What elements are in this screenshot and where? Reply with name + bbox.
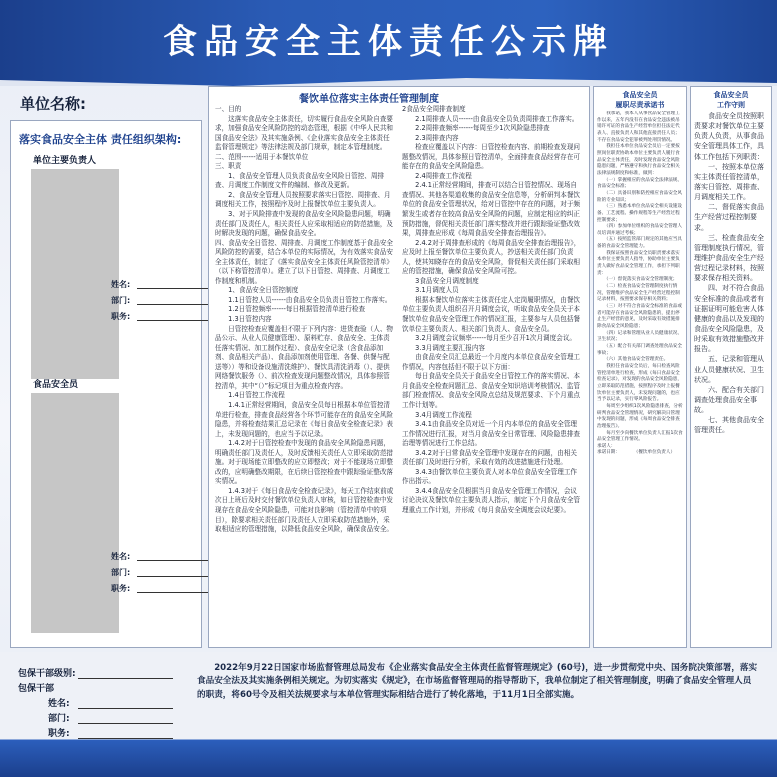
primary-name-field	[111, 279, 130, 290]
primary-dept-field	[111, 295, 130, 306]
org-structure-panel	[10, 120, 202, 648]
staff-duty-label: 职务:	[111, 584, 131, 593]
package-cadre-block	[18, 668, 76, 743]
package-cadre-label: 包保干部	[18, 684, 55, 694]
cadre-name-label: 姓名:	[48, 699, 70, 709]
staff-dept-field	[111, 567, 130, 578]
commitment-panel	[593, 86, 687, 648]
staff-dept-label: 部门:	[111, 568, 131, 577]
package-cadre-row	[18, 683, 76, 698]
safety-staff-photo	[31, 393, 119, 633]
package-level-row	[18, 668, 76, 683]
primary-duty-label: 职务:	[111, 312, 131, 321]
cadre-duty-row	[18, 728, 76, 743]
work-rules-text: 食品安全员按照职责要求对餐饮单位主要负责人负责，从事食品安全管理具体工作，具体工作包括下列职责： 一、按照本单位落实主体责任管控清单，落实日管控、周排查、月调度相关工作。 二、督促落实食品生产经营过程控制要求。 三、检查食品安全管理制度执行情况，管理维护食品安全生产经营过程记录材料，按照要求保存相关资料。 四、对不符合食品安全标准的食品或者有证据证明可能危害人体健康的食品以及发现的食品安全风险隐患，及时采取有效措施整改并报告。 五、记录和管理从业人员健康状况、卫生状况。 六、配合有关部门调查处理食品安全事故。 七、其他食品安全管理责任。	[694, 112, 764, 435]
primary-person-photo	[31, 169, 119, 379]
package-level-label: 包保干部级别:	[18, 669, 76, 679]
primary-person-title: 单位主要负责人	[33, 156, 97, 166]
staff-name-field	[111, 551, 130, 562]
primary-duty-field	[111, 311, 130, 322]
safety-staff-title: 食品安全员	[33, 380, 79, 390]
cadre-dept-row	[18, 713, 76, 728]
board-title: 食品安全主体责任公示牌	[163, 22, 614, 62]
org-structure-title: 落实食品安全主体 责任组织架构:	[19, 133, 182, 146]
regulation-title: 餐饮单位落实主体责任管理制度	[299, 94, 439, 105]
primary-name-label: 姓名:	[111, 280, 131, 289]
regulation-column-1: 一、目的 这落实食品安全主体责任，切实履行食品安全风险自查要求，加强食品安全风险防控的动态管理，根据《中华人民共和国食品安全法》及其实施条例、《企业落实食品安全主体责任监督管理规定》等法律法规及部门规章，制定本管理制度。 二、范围------适用于本餐饮单位 三、职责 1、食品安全管理人员负责食品安全风险日管控、周排查、月调度工作制度文件的编制、修改及更新。 2、食品安全管理人员按照要求落实日管控、周排查、月调度相关工作，按照程序及时上报餐饮单位主要负责人。 3、对于风险排查中发现的食品安全风险隐患问题，明确责任部门及责任人，相关责任人应采取相适应的防范措施，及时解决发现的问题，确保食品安全。 四、食品安全日管控、周排查、月调度工作制度基于食品安全风险防控的需要，结合本单位的实际情况，为有效落实食品安全主体责任，制定了《落实食品安全主体责任风险管控清单》（以下称管控清单）。建立了以下日管控、周排查、月调度工作制度和机制。 1、食品安全日管控制度 1.1日管控人员------由食品安全员负责日管控工作落实。 1.2日管控频率------每日根据管控清单进行检查 1.3日管控内容 日管控检查应覆盖但不限于下列内容：进货查验（人、物品公示、从业人员健康管理）、原料贮存、食品安全、主体责任落实情况、加工制作过程）、食品安全记录（含食品添加剂、食品相关产品）、食品添加剂使用管理、各餐、供餐与配送等））等和设备设施清洗维护）、餐饮具清洗消毒（）、提供网络餐饮服务（）、前次检查发现问题整改情况，具体参照管控清单，其中“（）”标记项目为重点检查内容。 1.4日管控工作流程 1.4.1正常经营期间，食品安全员每日根据本单位管控清单进行检查，排查食品经营各个环节可能存在的食品安全风险隐患，并将检查结果汇总记录在《每日食品安全检查记录》表上，未发现问题的，也应当予以记录。 1.4.2对于日管控检查中发现的食品安全风险隐患问题，明确责任部门及责任人，及时反馈相关责任人立即采取防范措施。对于现场能立即整改的应立即整改；对于不能现场立即整改的，应明确整改期限，在后续日管控检查中跟踪验证整改落实情况。 1.4.3对于《每日食品安全检查记录》，每天工作结束前或次日上班后及时交付餐饮单位负责人审核，如日管控检查中发现存在食品安全风险隐患，可能对良影响（管控清单中的项目），除要求相关责任部门及责任人立即采取防范措施外，采取相适应的管理措施，以降低食品安全风险，确保食品安全。	[215, 105, 394, 534]
work-rules-panel	[690, 86, 772, 648]
cadre-name-row	[18, 698, 76, 713]
commitment-text: 我承诺，我本人从事食品安全管理工作以来，五年内没有在食品安全违法被吊销许可证的食品生产经营单位担任法定代表人、直接负责人和其他直接责任人员；不存在食品安全犯罪被判处刑罚情况。 我担任本单位食品安全员后一定要按照岗位职责协助本单位主要负责人履行食品安全主体责任，及时发现食品安全风险隐患问题，严格遵守和执行食品安全相关法律法规制度和标准，做到： （一）掌握相应的食品安全法律法规、食品安全标准； （二）具备识别和防控相应食品安全风险的专业知识； （三）熟悉本单位食品安全相关设施设备、工艺流程、操作规程等生产经营过程控制要求； （四）参加单位组织的食品安全管理人员培训并通过考核； （五）按照监管部门规定的其他应当具备的食品安全管理能力。 我保证按照食品安全员职责要求落实本单位主要负责人指导，协助单位主要负责人做好食品安全管理工作，承担下列职责： （一）督促落实食品安全管理制度； （二）检查食品安全管理制度执行情况，管理维护食品安全生产经营过程控制记录材料，按照要求保存相关资料； （三）对不符合食品安全标准的食品或者可能存在食品安全风险隐患的，提出停止生产经营的意见，及时采取有效措施排除食品安全风险隐患； （四）记录和管理从业人员健康状况、卫生状况； （五）配合有关部门调查处理食品安全事故； （六）其他食品安全管理责任。 我担任食品安全员后，每日检查风险管控清单进行检查，形成《每日食品安全检查记录》，对发现的食品安全风险隐患，立即采取防范措施，按照程序及时上报餐饮单位主要负责人，未发现问题的，也应当予以记录，实行零风险报告。 每周至少组织1次风险隐患排查，分析研判食品安全管理情况，研究解决日管理中发现的问题，形成《每周食品安全排查治理报告》。 每月至少向餐饮单位负责人汇报1次食品安全管理工作情况。 承诺人： 承诺日期： （餐饮单位负责人）	[597, 111, 683, 456]
work-rules-title: 食品安全员 工作守则	[713, 91, 749, 109]
staff-name-label: 姓名:	[111, 552, 131, 561]
regulation-column-2: 2食品安全周排查制度 2.1周排查人员------由食品安全员负责周排查工作落实。 2.2周排查频率------每周至少1次风险隐患排查 2.3周排查内容 检查应覆盖以下内容：日管控检查内容、前期检查发现问题整改情况，具体参照日管控清单，全面排查食品经营存在可能存在的食品安全风险隐患。 2.4周排查工作流程 2.4.1正常经营期间，排查可以结合日管控情况、现场自查情况、其他各渠道收集的食品安全信息等，分析研判本餐饮单位的食品安全管理状况，给对日管控中存在的问题，对于频繁发生或者存在较高食品安全风险的问题，应制定相应的纠正预防措施，督促相关责任部门落实整改并进行跟踪验证整改效果，周排查应形成《每周食品安全排查治理报告》。 2.4.2对于周排查形成的《每周食品安全排查治理报告》，应及时上报至餐饮单位主要负责人，抄送相关责任部门负责人，使其知晓存在的食品安全风险，督促相关责任部门采取相应的管控措施，确保食品安全风险可控。 3食品安全月调度制度 3.1月调度人员 根据本餐饮单位落实主体责任定人定岗履职情况，由餐饮单位主要负责人组织召开月调度会议，听取食品安全员关于本餐饮单位食品安全管理工作的情况汇报，主要参与人员包括餐饮单位主要负责人、相关部门负责人、食品安全员。 3.2月调度会议频率------每月至少召开1次月调度会议。 3.3月调度主要汇报内容 由食品安全员汇总最近一个月度内本单位食品安全管理工作情况，内容包括但不限于以下方面： 每日食品安全员关于食品安全日管控工作的落实情况、本月食品安全检查问题汇总、食品安全知识培训考核情况、监管部门检查情况、食品安全风险点总结及规范要求、下个月重点工作计划等。 3.4月调度工作流程 3.4.1由食品安全员对近一个月内本单位的食品安全管理工作情况进行汇报，对当月食品安全日常管理、风险隐患排查治理等情况进行工作总结。 3.4.2对于日常食品安全管理中发现存在的问题，由相关责任部门及时进行分析，采取有效的改进措施进行处理。 3.4.3由餐饮单位主要负责人对本单位食品安全管理工作作出指示。 3.4.4食品安全员根据当月食品安全管理工作情况，会议讨论决议及餐饮单位主要负责人指示，制定下个月食品安全管理重点工作计划，并形成《每月食品安全调度会议纪要》。	[402, 105, 581, 514]
staff-duty-field	[111, 583, 130, 594]
primary-dept-label: 部门:	[111, 296, 131, 305]
footer-notice: 2022年9月22日国家市场监督管理总局发布《企业落实食品安全主体责任监督管理规定》(60号)，进一步贯彻党中央、国务院决策部署，落实食品安全法及其实施条例相关规定。为切实落实《规定》，在市场监督管理局的指导帮助下，我单位制定了相关管理制度，明确了食品安全管理人员的职责，将60号令及相关法规要求与本单位管理实际相结合进行了转化落地，于11月1日全部实施。	[197, 663, 758, 700]
commitment-title: 食品安全员 履职尽责承诺书	[615, 91, 665, 109]
cadre-duty-label: 职务:	[48, 729, 70, 739]
cadre-dept-label: 部门:	[48, 714, 70, 724]
unit-name-label: 单位名称:	[20, 95, 86, 113]
regulation-panel	[208, 86, 590, 648]
